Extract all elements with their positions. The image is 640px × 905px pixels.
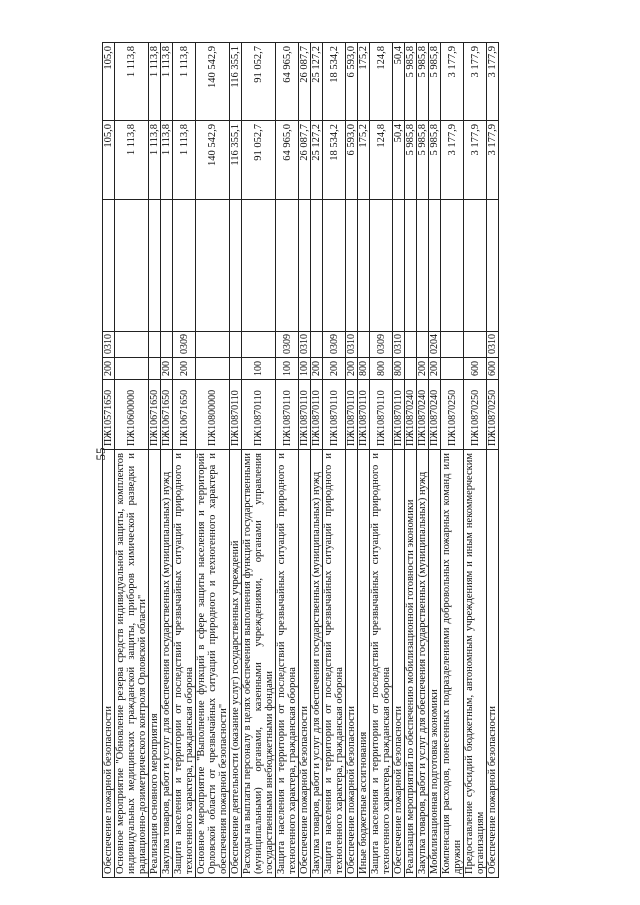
row-value1-cell: 5 985,8	[405, 121, 417, 200]
row-code-cell: ПЖ10870250	[464, 380, 487, 450]
row-vr-cell: 600	[464, 358, 487, 380]
row-code-cell: ПЖ10870110	[370, 380, 393, 450]
row-value1-cell: 25 127,2	[311, 121, 323, 200]
row-vr-cell: 100	[242, 358, 276, 380]
row-code-cell: ПЖ10870110	[299, 380, 311, 450]
row-vr-cell: 600	[487, 358, 499, 380]
row-code-cell: ПЖ10870240	[429, 380, 441, 450]
row-code-cell: ПЖ10870110	[311, 380, 323, 450]
row-spacer-cell	[276, 200, 299, 332]
row-spacer-cell	[196, 200, 230, 332]
row-name-cell: Компенсация расходов, понесенных подразделениями добровольных пожарных команд или дружин	[441, 450, 464, 878]
row-value2-cell: 91 052,7	[242, 43, 276, 121]
row-rz-cell	[441, 332, 464, 358]
table-row	[441, 43, 464, 878]
row-code-cell: ПЖ10870240	[405, 380, 417, 450]
row-value2-cell: 5 985,8	[429, 43, 441, 121]
row-name-cell: Предоставление субсидий бюджетным, автономным учреждениям и иным некоммерческим организациям	[464, 450, 487, 878]
row-name-cell: Обеспечение пожарной безопасности	[346, 450, 358, 878]
budget-table-body	[103, 43, 499, 878]
row-code-cell: ПЖ10870110	[323, 380, 346, 450]
table-row	[242, 43, 276, 878]
row-rz-cell	[115, 332, 149, 358]
row-name-cell: Защита населения и территории от последствий чрезвычайных ситуаций природного и техногенного характера, гражданская оборона	[276, 450, 299, 878]
row-rz-cell: 0309	[276, 332, 299, 358]
row-spacer-cell	[346, 200, 358, 332]
row-spacer-cell	[311, 200, 323, 332]
row-spacer-cell	[393, 200, 405, 332]
table-row	[393, 43, 405, 878]
row-code-cell: ПЖ10870110	[346, 380, 358, 450]
table-row	[103, 43, 115, 878]
row-value1-cell: 91 052,7	[242, 121, 276, 200]
row-name-cell: Защита населения и территории от последствий чрезвычайных ситуаций природного и техногенного характера, гражданская оборона	[370, 450, 393, 878]
row-value2-cell: 3 177,9	[441, 43, 464, 121]
row-rz-cell	[311, 332, 323, 358]
row-spacer-cell	[115, 200, 149, 332]
row-name-cell: Реализация основного мероприятия	[149, 450, 161, 878]
row-value2-cell: 18 534,2	[323, 43, 346, 121]
row-vr-cell: 200	[103, 358, 115, 380]
row-spacer-cell	[441, 200, 464, 332]
row-value2-cell: 116 355,1	[230, 43, 242, 121]
row-value1-cell: 18 534,2	[323, 121, 346, 200]
row-value2-cell: 124,8	[370, 43, 393, 121]
table-row	[487, 43, 499, 878]
row-rz-cell	[230, 332, 242, 358]
row-value2-cell: 175,2	[358, 43, 370, 121]
row-value1-cell: 6 593,0	[346, 121, 358, 200]
row-value1-cell: 64 965,0	[276, 121, 299, 200]
table-row	[370, 43, 393, 878]
row-vr-cell: 200	[429, 358, 441, 380]
row-rz-cell: 0309	[173, 332, 196, 358]
row-rz-cell: 0310	[346, 332, 358, 358]
row-rz-cell: 0309	[370, 332, 393, 358]
row-code-cell: ПЖ10870110	[393, 380, 405, 450]
row-value2-cell: 64 965,0	[276, 43, 299, 121]
row-rz-cell	[358, 332, 370, 358]
row-value1-cell: 105,0	[103, 121, 115, 200]
row-spacer-cell	[299, 200, 311, 332]
row-code-cell: ПЖ10671650	[173, 380, 196, 450]
row-spacer-cell	[323, 200, 346, 332]
row-value2-cell: 50,4	[393, 43, 405, 121]
row-value1-cell: 140 542,9	[196, 121, 230, 200]
table-row	[346, 43, 358, 878]
row-name-cell: Обеспечение деятельности (оказание услуг) государственных учреждений	[230, 450, 242, 878]
table-row	[405, 43, 417, 878]
row-code-cell: ПЖ10571650	[103, 380, 115, 450]
row-code-cell: ПЖ10671650	[149, 380, 161, 450]
row-rz-cell	[149, 332, 161, 358]
row-value1-cell: 5 985,8	[429, 121, 441, 200]
row-name-cell: Обеспечение пожарной безопасности	[299, 450, 311, 878]
row-vr-cell: 200	[417, 358, 429, 380]
row-spacer-cell	[161, 200, 173, 332]
table-row	[173, 43, 196, 878]
row-rz-cell: 0310	[103, 332, 115, 358]
row-vr-cell: 800	[393, 358, 405, 380]
row-rz-cell: 0309	[323, 332, 346, 358]
row-spacer-cell	[487, 200, 499, 332]
row-spacer-cell	[103, 200, 115, 332]
row-code-cell: ПЖ10870250	[441, 380, 464, 450]
table-row	[417, 43, 429, 878]
row-value2-cell: 3 177,9	[464, 43, 487, 121]
table-row	[230, 43, 242, 878]
row-code-cell: ПЖ10671650	[161, 380, 173, 450]
row-code-cell: ПЖ10870110	[230, 380, 242, 450]
row-value1-cell: 50,4	[393, 121, 405, 200]
row-name-cell: Реализация мероприятий по обеспечению мобилизационной готовности экономики	[405, 450, 417, 878]
row-value2-cell: 1 113,8	[149, 43, 161, 121]
row-value2-cell: 105,0	[103, 43, 115, 121]
row-value1-cell: 1 113,8	[115, 121, 149, 200]
table-row	[196, 43, 230, 878]
row-name-cell: Обеспечение пожарной безопасности	[103, 450, 115, 878]
row-spacer-cell	[370, 200, 393, 332]
row-name-cell: Иные бюджетные ассигнования	[358, 450, 370, 878]
table-row	[429, 43, 441, 878]
row-vr-cell: 100	[299, 358, 311, 380]
row-vr-cell: 200	[161, 358, 173, 380]
row-vr-cell: 800	[358, 358, 370, 380]
row-code-cell: ПЖ10870240	[417, 380, 429, 450]
row-name-cell: Обеспечение пожарной безопасности	[393, 450, 405, 878]
row-name-cell: Обеспечение пожарной безопасности	[487, 450, 499, 878]
page-number: 55	[93, 447, 108, 461]
row-vr-cell: 200	[346, 358, 358, 380]
table-row	[311, 43, 323, 878]
row-vr-cell: 200	[311, 358, 323, 380]
row-rz-cell	[161, 332, 173, 358]
row-spacer-cell	[464, 200, 487, 332]
row-spacer-cell	[242, 200, 276, 332]
budget-table	[102, 42, 499, 878]
row-value2-cell: 1 113,8	[115, 43, 149, 121]
row-value1-cell: 124,8	[370, 121, 393, 200]
row-value2-cell: 6 593,0	[346, 43, 358, 121]
row-rz-cell	[242, 332, 276, 358]
row-value1-cell: 1 113,8	[161, 121, 173, 200]
row-spacer-cell	[405, 200, 417, 332]
row-name-cell: Защита населения и территории от последствий чрезвычайных ситуаций природного и техногенного характера, гражданская оборона	[173, 450, 196, 878]
row-spacer-cell	[417, 200, 429, 332]
row-code-cell: ПЖ10600000	[115, 380, 149, 450]
row-rz-cell: 0310	[299, 332, 311, 358]
table-row	[323, 43, 346, 878]
row-value1-cell: 3 177,9	[441, 121, 464, 200]
row-name-cell: Расходы на выплаты персоналу в целях обеспечения выполнения функций государственными (муниципальными) органами, казенными учреждениями, органами управления государственными внебюджетными фондами	[242, 450, 276, 878]
row-value2-cell: 25 127,2	[311, 43, 323, 121]
table-row	[149, 43, 161, 878]
row-vr-cell	[405, 358, 417, 380]
table-row	[299, 43, 311, 878]
row-value2-cell: 140 542,9	[196, 43, 230, 121]
row-name-cell: Закупка товаров, работ и услуг для обеспечения государственных (муниципальных) нужд	[311, 450, 323, 878]
row-value2-cell: 5 985,8	[417, 43, 429, 121]
row-value2-cell: 26 087,7	[299, 43, 311, 121]
row-value1-cell: 1 113,8	[149, 121, 161, 200]
row-spacer-cell	[149, 200, 161, 332]
row-code-cell: ПЖ10870110	[242, 380, 276, 450]
row-value2-cell: 1 113,8	[173, 43, 196, 121]
row-vr-cell	[230, 358, 242, 380]
row-code-cell: ПЖ10800000	[196, 380, 230, 450]
row-value1-cell: 116 355,1	[230, 121, 242, 200]
row-value1-cell: 26 087,7	[299, 121, 311, 200]
table-row	[358, 43, 370, 878]
row-vr-cell	[149, 358, 161, 380]
row-rz-cell: 0310	[487, 332, 499, 358]
row-value1-cell: 5 985,8	[417, 121, 429, 200]
row-name-cell: Мобилизационная подготовка экономики	[429, 450, 441, 878]
row-value2-cell: 1 113,8	[161, 43, 173, 121]
row-name-cell: Основное мероприятие "Обновление резерва средств индивидуальной защиты, комплектов индивидуальных медицинских гражданской защиты, приборов химической разведки и радиационно-дозиметрического контроля Орловской области"	[115, 450, 149, 878]
row-rz-cell	[464, 332, 487, 358]
table-row	[115, 43, 149, 878]
row-vr-cell	[115, 358, 149, 380]
row-spacer-cell	[358, 200, 370, 332]
row-vr-cell	[196, 358, 230, 380]
row-value1-cell: 3 177,9	[464, 121, 487, 200]
row-rz-cell	[405, 332, 417, 358]
row-name-cell: Закупка товаров, работ и услуг для обеспечения государственных (муниципальных) нужд	[161, 450, 173, 878]
row-code-cell: ПЖ10870110	[358, 380, 370, 450]
row-code-cell: ПЖ10870110	[276, 380, 299, 450]
row-rz-cell: 0310	[393, 332, 405, 358]
row-vr-cell: 800	[370, 358, 393, 380]
row-vr-cell	[441, 358, 464, 380]
rotated-table-container	[102, 43, 499, 878]
table-row	[276, 43, 299, 878]
row-value1-cell: 1 113,8	[173, 121, 196, 200]
row-vr-cell: 100	[276, 358, 299, 380]
row-value2-cell: 5 985,8	[405, 43, 417, 121]
row-name-cell: Защита населения и территории от последствий чрезвычайных ситуаций природного и техногенного характера, гражданская оборона	[323, 450, 346, 878]
row-name-cell: Основное мероприятие "Выполнение функций в сфере защиты населения и территорий Орловской области от чрезвычайных ситуаций природного и техногенного характера и обеспечения пожарной безопасности"	[196, 450, 230, 878]
row-value1-cell: 3 177,9	[487, 121, 499, 200]
row-rz-cell: 0204	[429, 332, 441, 358]
row-spacer-cell	[429, 200, 441, 332]
table-row	[161, 43, 173, 878]
row-vr-cell: 200	[323, 358, 346, 380]
row-code-cell: ПЖ10870250	[487, 380, 499, 450]
row-rz-cell	[196, 332, 230, 358]
row-spacer-cell	[173, 200, 196, 332]
row-spacer-cell	[230, 200, 242, 332]
row-value1-cell: 175,2	[358, 121, 370, 200]
row-value2-cell: 3 177,9	[487, 43, 499, 121]
table-row	[464, 43, 487, 878]
row-name-cell: Закупка товаров, работ и услуг для обеспечения государственных (муниципальных) нужд	[417, 450, 429, 878]
row-rz-cell	[417, 332, 429, 358]
row-vr-cell: 200	[173, 358, 196, 380]
